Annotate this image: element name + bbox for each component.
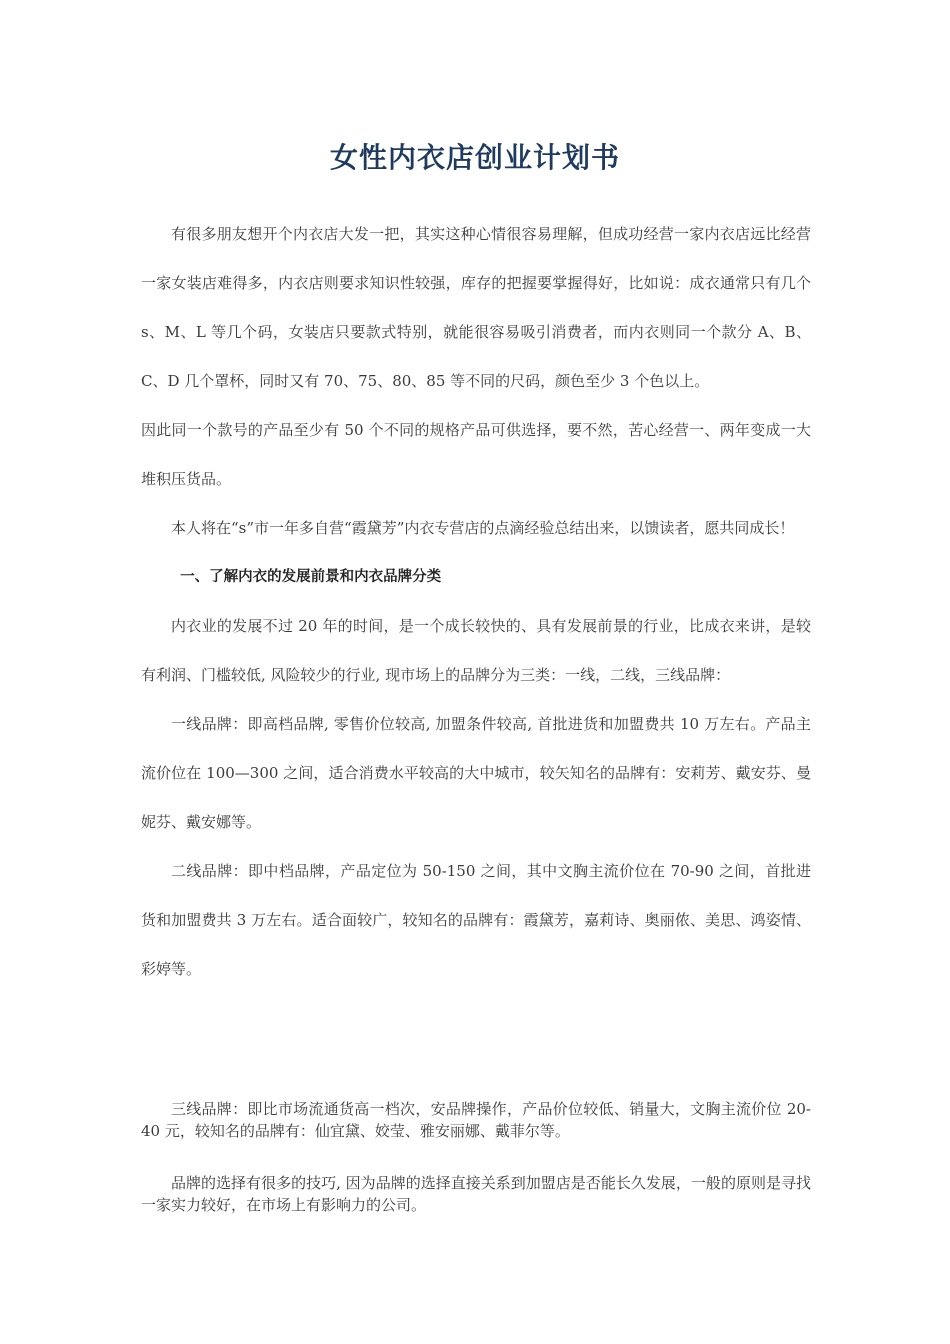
section-heading: 一、了解内衣的发展前景和内衣品牌分类 <box>180 569 442 585</box>
intro-paragraph: 有很多朋友想开个内衣店大发一把，其实这种心情很容易理解，但成功经营一家内衣店远比经营一家女装店难得多，内衣店则要求知识性较强，库存的把握要掌握得好，比如说：成衣通常只有几个 s、M、L 等几个码，女装店只要款式特别，就能很容易吸引消费者，而内衣则同一个款分 A、B、C、D 几个罩杯，同时又有 70、75、80、85 等不同的尺码，颜色至少 3 个色以上。 <box>141 225 811 390</box>
document-body <box>141 210 811 994</box>
document-title: 女性内衣店创业计划书 <box>329 141 620 174</box>
tier1-paragraph: 一线品牌：即高档品牌, 零售价位较高, 加盟条件较高, 首批进货和加盟费共 10 万左右。产品主流价位在 100—300 之间，适合消费水平较高的大中城市，较矢知名的品牌有：安莉芳、戴安芬、曼妮芬、戴安娜等。 <box>141 715 811 831</box>
tier3-paragraph: 三线品牌：即比市场流通货高一档次，安品牌操作，产品价位较低、销量大，文胸主流价位 20-40 元，较知名的品牌有：仙宜黛、姣莹、雅安丽娜、戴菲尔等。 <box>141 1100 811 1140</box>
tier2-paragraph: 二线品牌：即中档品牌，产品定位为 50-150 之间，其中文胸主流价位在 70-90 之间，首批进货和加盟费共 3 万左右。适合面较广，较知名的品牌有：霞黛芳，嘉莉诗、奥丽侬、美思、鸿姿情、彩婷等。 <box>141 862 811 978</box>
specs-paragraph: 因此同一个款号的产品至少有 50 个不同的规格产品可供选择，要不然，苦心经营一、两年变成一大堆积压货品。 <box>141 421 811 488</box>
brand-choice-paragraph: 品牌的选择有很多的技巧, 因为品牌的选择直接关系到加盟店是否能长久发展，一般的原则是寻找一家实力较好，在市场上有影响力的公司。 <box>141 1174 811 1214</box>
industry-paragraph: 内衣业的发展不过 20 年的时间，是一个成长较快的、具有发展前景的行业，比成衣来讲，是较有利润、门槛较低, 风险较少的行业, 现市场上的品牌分为三类：一线，二线，三线品牌： <box>141 617 811 684</box>
author-paragraph: 本人将在“s”市一年多自营“霞黛芳”内衣专营店的点滴经验总结出来，以馈读者，愿共同成长！ <box>171 519 795 537</box>
